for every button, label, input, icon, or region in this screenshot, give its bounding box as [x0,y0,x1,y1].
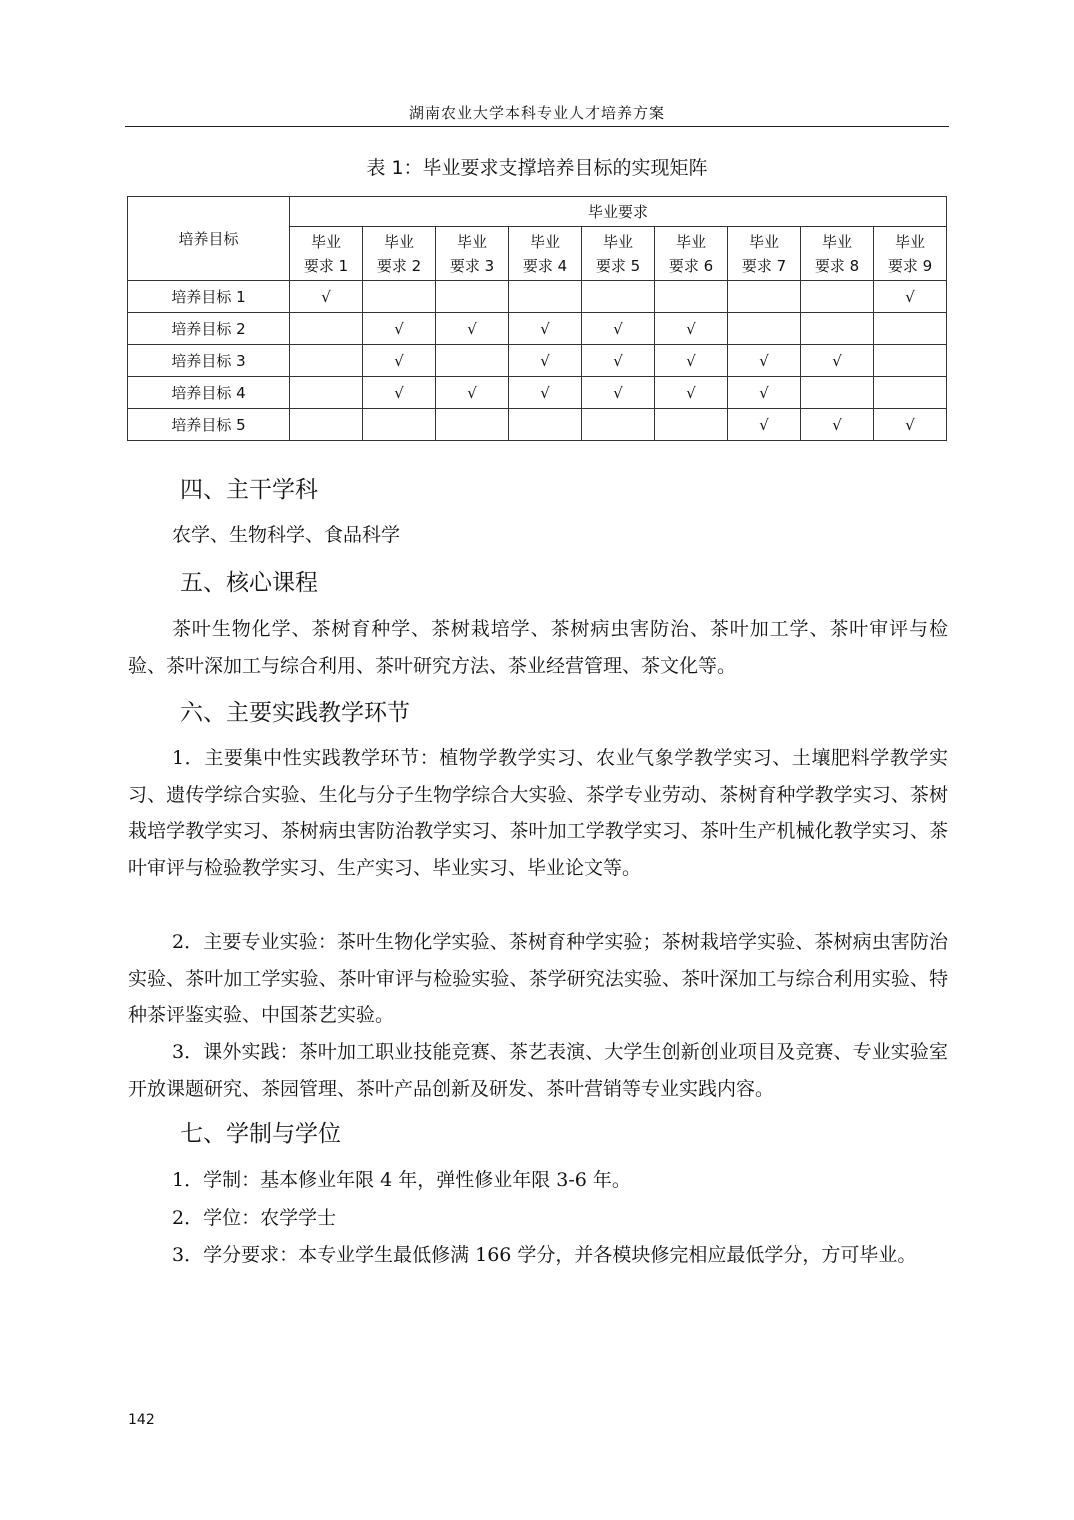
table-cell: √ [436,377,509,409]
corner-header: 培养目标 [128,197,290,281]
table-cell: √ [655,313,728,345]
table-row [128,377,947,409]
column-header [436,227,509,281]
section-title-practice: 六、主要实践教学环节 [180,700,410,726]
major-disciplines-text: 农学、生物科学、食品科学 [172,524,401,546]
practice-paragraph-1: 1．主要集中性实践教学环节：植物学教学实习、农业气象学教学实习、土壤肥料学教学实习、遗传学综合实验、生化与分子生物学综合大实验、茶学专业劳动、茶树育种学教学实习、茶树栽培学教学实习、茶树病虫害防治教学实习、茶叶加工学教学实习、茶叶生产机械化教学实习、茶叶审评与检验教学实习、生产实习、毕业实习、毕业论文等。 [128,747,948,879]
table-row [128,313,947,345]
section-title-major-disciplines: 四、主干学科 [180,477,318,503]
table-cell [436,281,509,313]
table-cell [582,281,655,313]
table-cell: √ [801,409,874,441]
column-header-line: 要求 7 [741,256,787,275]
table-cell [436,409,509,441]
column-header [363,227,436,281]
table-cell: √ [582,345,655,377]
column-header [728,227,801,281]
table-cell: √ [509,345,582,377]
row-label: 培养目标 1 [128,281,290,313]
table-cell [582,409,655,441]
section-title-core-courses: 五、核心课程 [180,570,318,596]
column-header-line: 要求 2 [376,256,422,275]
table-cell: √ [363,313,436,345]
table-row [128,345,947,377]
section-title-degree: 七、学制与学位 [180,1121,341,1147]
table-cell [874,377,947,409]
row-label: 培养目标 3 [128,345,290,377]
table-cell [801,377,874,409]
degree-paragraph-2: 2．学位：农学学士 [172,1207,337,1229]
column-header-line: 要求 6 [668,256,714,275]
column-header-line: 毕业 [383,232,414,251]
column-header-line: 毕业 [748,232,779,251]
page-header: 湖南农业大学本科专业人才培养方案 [125,100,949,127]
degree-paragraph-3: 3．学分要求：本专业学生最低修满 166 学分，并各模块修完相应最低学分，方可毕业。 [172,1244,917,1266]
core-courses-text: 茶叶生物化学、茶树育种学、茶树栽培学、茶树病虫害防治、茶叶加工学、茶叶审评与检验、茶叶深加工与综合利用、茶叶研究方法、茶业经营管理、茶文化等。 [128,618,948,677]
table-cell [874,345,947,377]
table-row [128,281,947,313]
row-label: 培养目标 5 [128,409,290,441]
column-header-line: 毕业 [895,232,926,251]
table-cell [290,345,363,377]
table-cell [290,377,363,409]
table-caption: 表 1：毕业要求支撑培养目标的实现矩阵 [366,157,708,179]
table-cell: √ [874,281,947,313]
table-cell [436,345,509,377]
table-cell: √ [509,377,582,409]
column-header-line: 毕业 [310,232,341,251]
column-header-line: 毕业 [456,232,487,251]
table-cell: √ [655,345,728,377]
table-cell: √ [582,313,655,345]
column-header-line: 要求 3 [449,256,495,275]
row-label: 培养目标 4 [128,377,290,409]
table-cell [363,409,436,441]
practice-paragraph-3: 3．课外实践：茶叶加工职业技能竞赛、茶艺表演、大学生创新创业项目及竞赛、专业实验室开放课题研究、茶园管理、茶叶产品创新及研发、茶叶营销等专业实践内容。 [128,1041,948,1100]
column-header-line: 毕业 [529,232,560,251]
group-header: 毕业要求 [290,197,947,227]
column-header [655,227,728,281]
page-number: 142 [128,1412,155,1428]
table-cell: √ [655,377,728,409]
table-cell: √ [728,377,801,409]
column-header-line: 要求 9 [887,256,933,275]
table-cell [290,313,363,345]
degree-paragraph-1: 1．学制：基本修业年限 4 年，弹性修业年限 3-6 年。 [172,1169,631,1191]
table-cell [509,281,582,313]
table-cell: √ [582,377,655,409]
practice-paragraph-2: 2．主要专业实验：茶叶生物化学实验、茶树育种学实验；茶树栽培学实验、茶树病虫害防治实验、茶叶加工学实验、茶叶审评与检验实验、茶学研究法实验、茶叶深加工与综合利用实验、特种茶评鉴实验、中国茶艺实验。 [128,931,948,1026]
column-header [509,227,582,281]
table-cell: √ [874,409,947,441]
table-cell: √ [728,409,801,441]
table-cell [655,409,728,441]
table-cell: √ [363,377,436,409]
table-cell: √ [801,345,874,377]
table-cell [874,313,947,345]
table-cell [363,281,436,313]
table-cell: √ [509,313,582,345]
column-header [874,227,947,281]
column-header [801,227,874,281]
row-label: 培养目标 2 [128,313,290,345]
table-cell: √ [436,313,509,345]
table-row [128,409,947,441]
table-cell [509,409,582,441]
column-header-line: 要求 1 [303,256,349,275]
table-cell: √ [728,345,801,377]
table-cell [728,281,801,313]
table-cell [728,313,801,345]
column-header [290,227,363,281]
column-header-line: 要求 4 [522,256,568,275]
column-header-line: 毕业 [821,232,852,251]
column-header-line: 要求 8 [814,256,860,275]
table-cell: √ [363,345,436,377]
table-cell: √ [290,281,363,313]
column-header-line: 毕业 [602,232,633,251]
column-header-line: 毕业 [675,232,706,251]
column-header [582,227,655,281]
matrix-table [127,196,947,441]
column-header-line: 要求 5 [595,256,641,275]
table-cell [290,409,363,441]
table-cell [801,313,874,345]
table-cell [655,281,728,313]
table-cell [801,281,874,313]
